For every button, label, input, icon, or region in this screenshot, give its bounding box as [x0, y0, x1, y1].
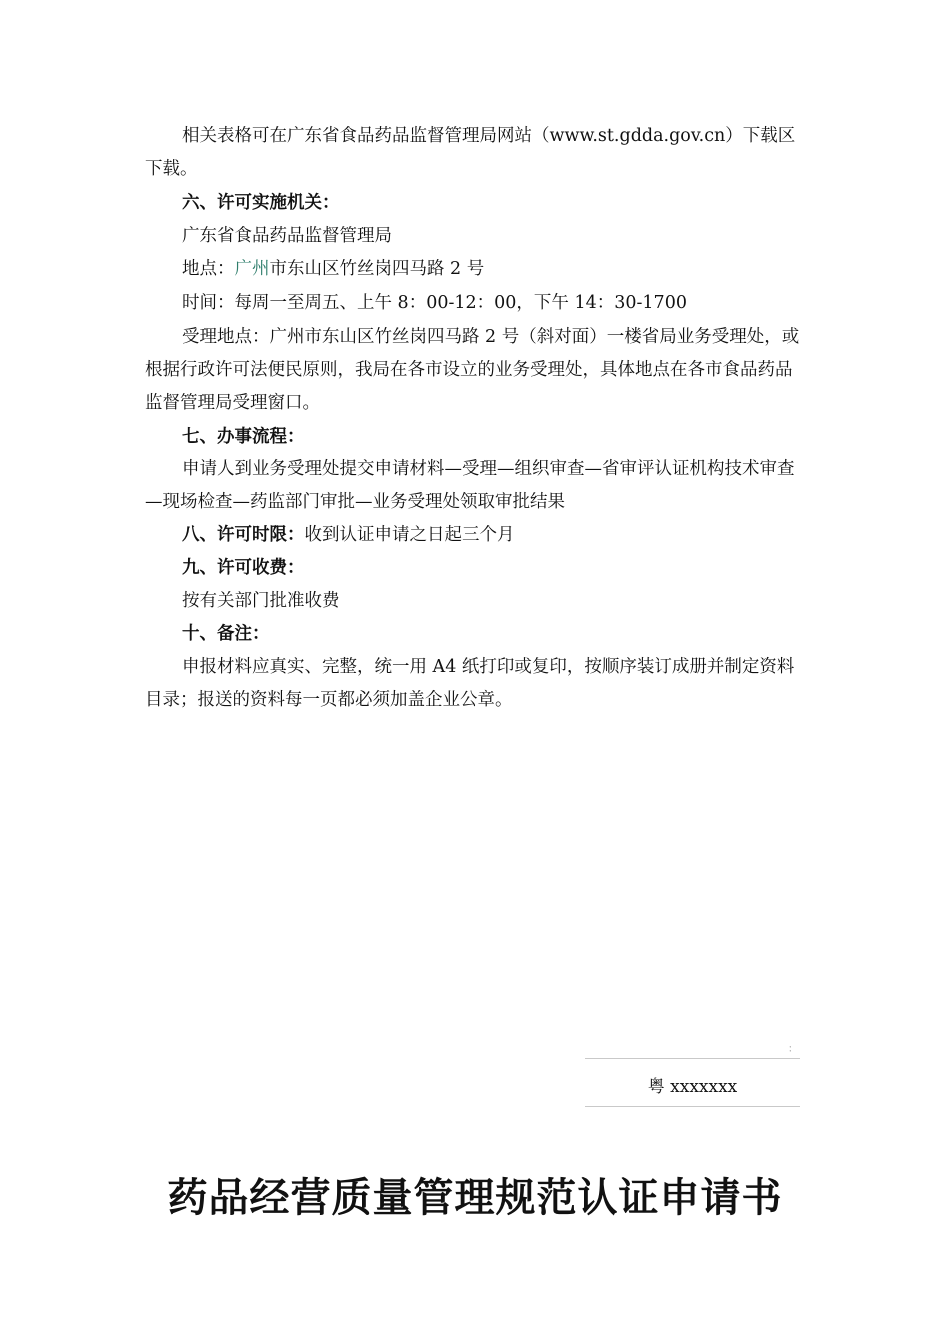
section-8-heading: 八、许可时限：	[182, 525, 305, 545]
section-10-heading: 十、备注：	[182, 624, 270, 644]
section-7-heading: 七、办事流程：	[182, 427, 305, 447]
time-limit: 收到认证申请之日起三个月	[304, 525, 515, 545]
licensing-authority: 广东省食品药品监督管理局	[182, 226, 392, 246]
acceptance-office: 受理地点：广州市东山区竹丝岗四马路 2 号（斜对面）一楼省局业务受理处，或根据行政许可法便民原则，我局在各市设立的业务受理处，具体地点在各市食品药品监督管理局受理窗口。	[145, 327, 800, 413]
location-city: 广州	[234, 259, 270, 279]
remarks-text: 申报材料应真实、完整，统一用 A4 纸打印或复印，按顺序装订成册并制定资料目录；报送的资料每一页都必须加盖企业公章。	[145, 657, 795, 710]
location-address: 市东山区竹丝岗四马路 2 号	[269, 259, 485, 279]
section-9-heading: 九、许可收费：	[182, 558, 305, 578]
section-8-line	[145, 519, 805, 552]
stamp-mark: ：	[788, 1044, 798, 1055]
stamp-top-rule	[585, 1058, 800, 1059]
authority-location	[145, 253, 805, 286]
certificate-code: 粤 xxxxxxx	[647, 1077, 738, 1097]
fee-text: 按有关部门批准收费	[182, 591, 340, 611]
stamp-bottom-rule	[585, 1106, 800, 1107]
download-note: 相关表格可在广东省食品药品监督管理局网站（www.st.gdda.gov.cn）下载区下载。	[145, 126, 796, 179]
location-label: 地点：	[182, 259, 235, 279]
section-6-heading: 六、许可实施机关：	[182, 193, 340, 213]
process-flow: 申请人到业务受理处提交申请材料—受理—组织审查—省审评认证机构技术审查—现场检查—药监部门审批—业务受理处领取审批结果	[145, 459, 795, 512]
document-title: 药品经营质量管理规范认证申请书	[167, 1175, 783, 1221]
office-hours: 时间：每周一至周五、上午 8：00-12：00，下午 14：30-1700	[182, 293, 687, 313]
